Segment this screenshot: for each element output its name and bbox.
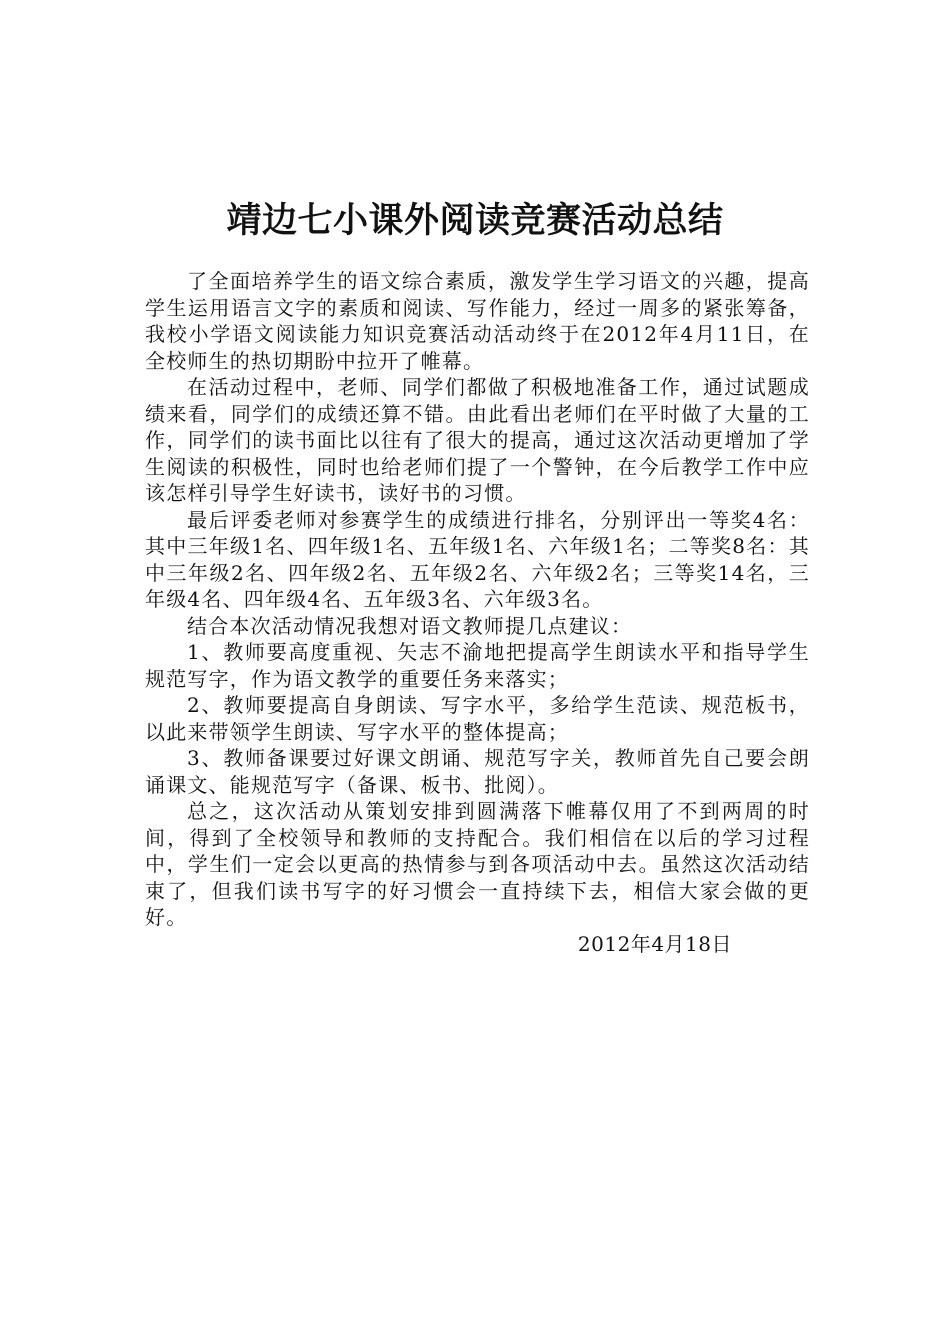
paragraph-process: 在活动过程中，老师、同学们都做了积极地准备工作，通过试题成绩来看，同学们的成绩还算不错。由此看出老师们在平时做了大量的工作，同学们的读书面比以往有了很大的提高，通过这次活动更增加了学生阅读的积极性，同时也给老师们提了一个警钟，在今后教学工作中应该怎样引导学生好读书，读好书的习惯。 [145,375,810,505]
paragraph-suggestions-intro: 结合本次活动情况我想对语文教师提几点建议： [187,613,633,638]
paragraph-results: 最后评委老师对参赛学生的成绩进行排名，分别评出一等奖4名：其中三年级1名、四年级1名、五年级1名、六年级1名；二等奖8名：其中三年级2名、四年级2名、五年级2名、六年级2名；三等奖14名，三年级4名、四年级4名、五年级3名、六年级3名。 [145,507,810,611]
paragraph-suggestion-3: 3、教师备课要过好课文朗诵、规范写字关，教师首先自己要会朗诵课文、能规范写字（备课、板书、批阅）。 [145,746,810,797]
paragraph-suggestion-2: 2、教师要提高自身朗读、写字水平，多给学生范读、规范板书，以此来带领学生朗读、写字水平的整体提高； [145,693,810,744]
document-body [145,268,810,957]
document-date: 2012年4月18日 [577,931,732,956]
document-title: 靖边七小课外阅读竞赛活动总结 [226,201,724,241]
paragraph-suggestion-1: 1、教师要高度重视、矢志不渝地把提高学生朗读水平和指导学生规范写字，作为语文教学的重要任务来落实； [145,640,810,691]
paragraph-conclusion: 总之，这次活动从策划安排到圆满落下帷幕仅用了不到两周的时间，得到了全校领导和教师的支持配合。我们相信在以后的学习过程中，学生们一定会以更高的热情参与到各项活动中去。虽然这次活动结束了，但我们读书写字的好习惯会一直持续下去，相信大家会做的更好。 [145,799,810,929]
paragraph-intro: 了全面培养学生的语文综合素质，激发学生学习语文的兴趣，提高学生运用语言文字的素质和阅读、写作能力，经过一周多的紧张筹备，我校小学语文阅读能力知识竞赛活动活动终于在2012年4月11日，在全校师生的热切期盼中拉开了帷幕。 [145,269,810,373]
